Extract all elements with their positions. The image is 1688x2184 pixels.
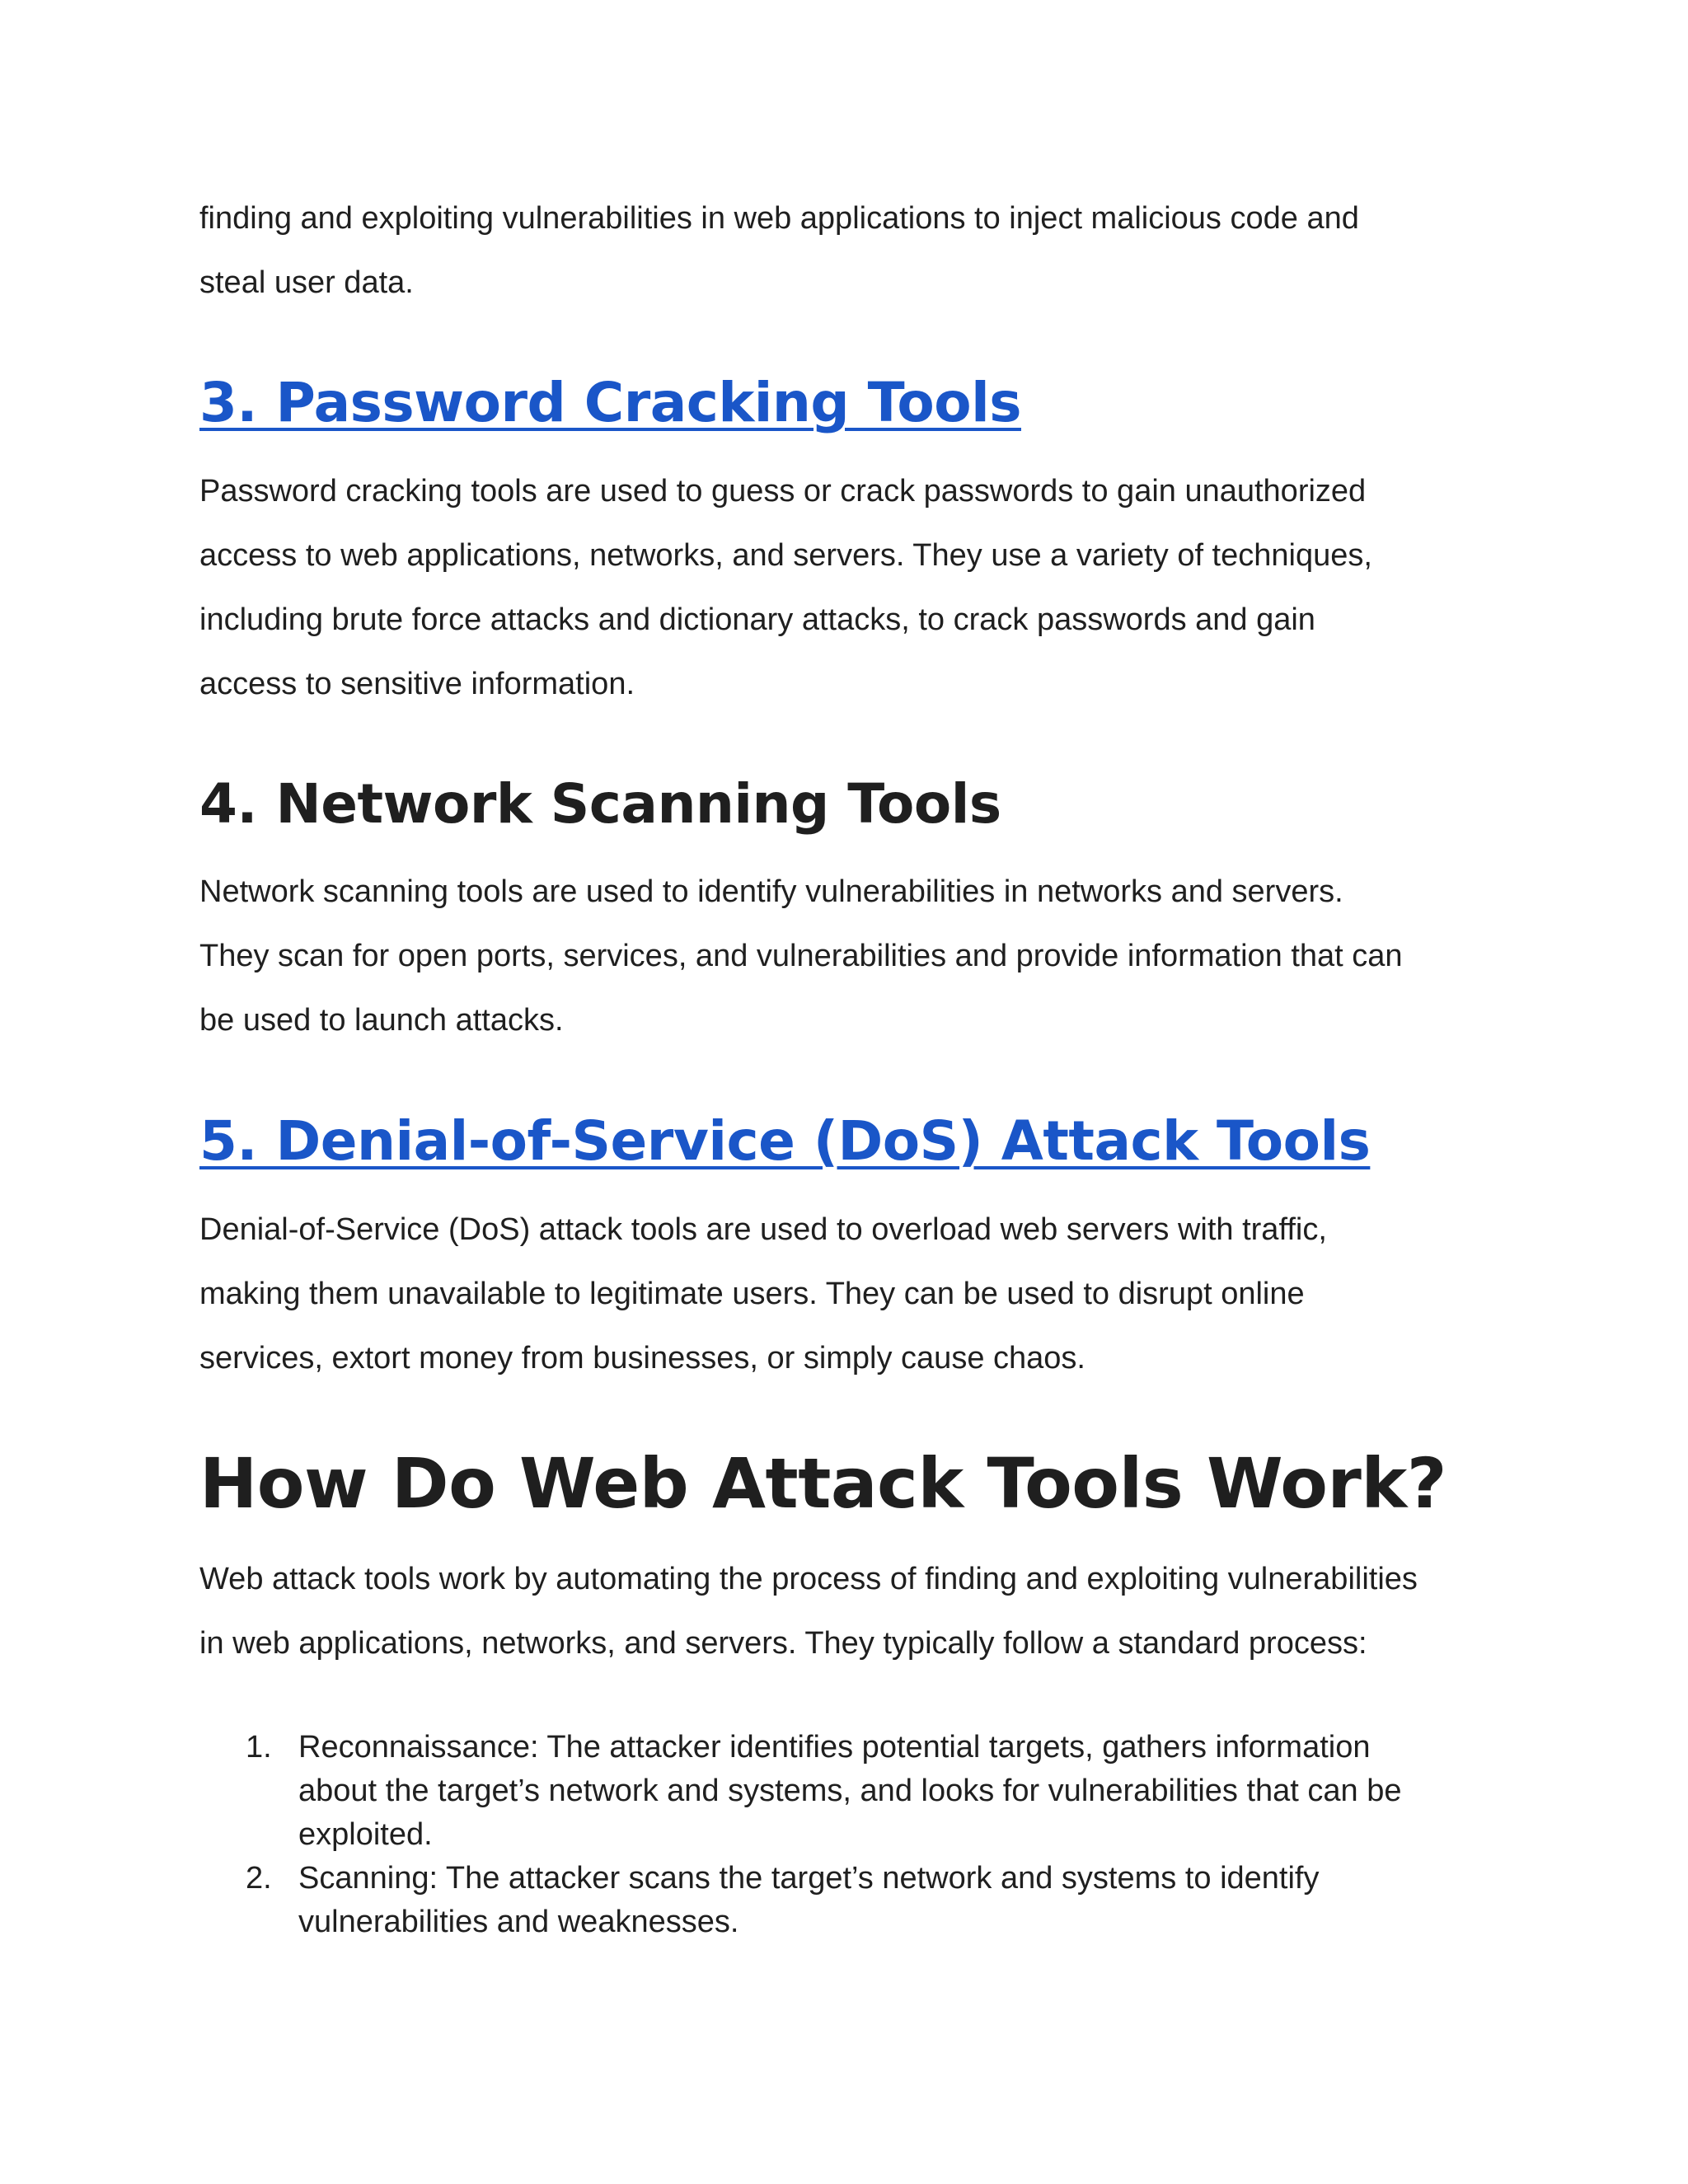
intro-line: finding and exploiting vulnerabilities in web applications to inject malicious code and xyxy=(199,201,1359,236)
paragraph-line: access to sensitive information. xyxy=(199,667,635,701)
paragraph-line: including brute force attacks and dictionary attacks, to crack passwords and gain xyxy=(199,602,1315,637)
list-item-line: vulnerabilities and weaknesses. xyxy=(298,1905,739,1939)
paragraph-line: access to web applications, networks, and servers. They use a variety of techniques, xyxy=(199,538,1372,573)
heading-how-do-web-attack-tools-work: How Do Web Attack Tools Work? xyxy=(199,1443,1447,1524)
network-scanning-paragraph xyxy=(199,860,1403,1052)
password-cracking-paragraph xyxy=(199,459,1372,716)
paragraph-line: They scan for open ports, services, and vulnerabilities and provide information that can xyxy=(199,939,1403,973)
list-number: 2. xyxy=(246,1861,272,1896)
paragraph-line: in web applications, networks, and servers. They typically follow a standard process: xyxy=(199,1626,1367,1661)
dos-attack-paragraph xyxy=(199,1197,1327,1390)
paragraph-line: Denial-of-Service (DoS) attack tools are used to overload web servers with traffic, xyxy=(199,1212,1327,1247)
heading-network-scanning-tools: 4. Network Scanning Tools xyxy=(199,772,1001,836)
heading-dos-attack-tools-link[interactable]: 5. Denial-of-Service (DoS) Attack Tools xyxy=(199,1109,1371,1173)
paragraph-line: Password cracking tools are used to guess or crack passwords to gain unauthorized xyxy=(199,474,1367,509)
list-item-line: exploited. xyxy=(298,1817,433,1852)
paragraph-line: Web attack tools work by automating the process of finding and exploiting vulnerabilities xyxy=(199,1562,1418,1596)
list-item xyxy=(199,1726,1502,1857)
intro-line: steal user data. xyxy=(199,265,414,300)
paragraph-line: Network scanning tools are used to identify vulnerabilities in networks and servers. xyxy=(199,874,1343,909)
heading-password-cracking-tools-link[interactable]: 3. Password Cracking Tools xyxy=(199,371,1021,434)
list-item-line: Reconnaissance: The attacker identifies potential targets, gathers information xyxy=(298,1730,1371,1765)
intro-paragraph xyxy=(199,186,1359,315)
paragraph-line: services, extort money from businesses, or simply cause chaos. xyxy=(199,1341,1085,1376)
list-item-line: about the target’s network and systems, and looks for vulnerabilities that can be xyxy=(298,1774,1402,1808)
paragraph-line: making them unavailable to legitimate users. They can be used to disrupt online xyxy=(199,1277,1305,1311)
process-steps-list xyxy=(199,1726,1502,1944)
list-number: 1. xyxy=(246,1730,272,1765)
list-item xyxy=(199,1857,1502,1944)
paragraph-line: be used to launch attacks. xyxy=(199,1003,564,1038)
list-item-line: Scanning: The attacker scans the target’s network and systems to identify xyxy=(298,1861,1320,1896)
how-paragraph xyxy=(199,1547,1418,1675)
